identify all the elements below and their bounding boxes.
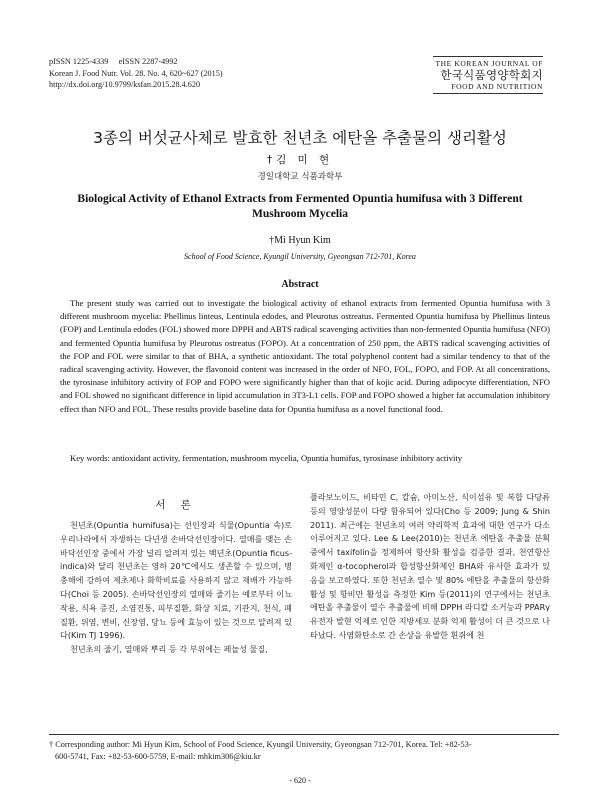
abstract [60, 297, 550, 416]
doi-link[interactable]: http://dx.doi.org/10.9799/ksfan.2015.28.4.620 [49, 80, 201, 89]
journal-name-bottom: FOOD AND NUTRITION [433, 82, 543, 94]
paragraph: 천년초(Opuntia humifusa)는 선인장과 식물(Opuntia 속)로 우리나라에서 자생하는 다년생 손바닥선인장이다. 열매를 맺는 손바닥선인장 중에서 가장 널리 알려져 있는 백년초(Opuntia ficus-indica)와 달리 천년초는 영하 20℃에서도 생존할 수 있으며, 병충해에 강하여 제초제나 화학비료를 사용하지 않고 재배가 가능하다(Choi 등 2005). 손바닥선인장의 열매와 줄기는 예로부터 이뇨 작용, 식욕 증진, 소염진통, 피부질환, 화상 치료, 기관지, 천식, 폐질환, 위염, 변비, 신장염, 당뇨 등에 효능이 있는 것으로 알려져 있다(Kim TJ 1996). [60, 520, 292, 641]
section-heading-introduction: 서 론 [155, 499, 197, 511]
paragraph: 플라보노이드, 비타민 C, 칼슘, 아미노산, 식이섬유 및 복합 다당류 등의 영양성분이 다량 함유되어 있다(Cho 등 2009; Jung & Shin 2011). 최근에는 천년초의 여러 약리학적 효과에 대한 연구가 다소 이루어지고 있다. Lee & Lee(2010)는 천년초 에탄올 추출물 분획 중에서 taxifolin을 정제하여 항산화 활성을 검증한 결과, 천연항산화제인 α-tocopherol과 합성항산화제인 BHA와 유사한 효과가 있음을 보고하였다. 또한 천년초 열수 및 80% 에탄올 추출물의 항산화 활성 및 항비만 활성을 측정한 Kim 등(2011)의 연구에서는 천년초 에탄올 추출물이 열수 추출물에 비해 DPPH 라디칼 소거능과 PPARγ 유전자 발현 억제로 인한 지방세포 분화 억제 활성이 더 큰 것으로 나타났다. 사염화탄소로 간 손상을 유발한 흰쥐에 천 [310, 492, 550, 640]
citation: Korean J. Food Nutr. Vol. 28. No. 4, 620~627 (2015) [49, 68, 223, 78]
journal-logo [433, 56, 543, 94]
footnote [49, 734, 559, 763]
korean-affiliation: 경일대학교 식품과학부 [257, 172, 343, 182]
abstract-heading: Abstract [281, 279, 319, 290]
paragraph: 천년초의 줄기, 열매와 뿌리 등 각 부위에는 페놀성 물질, [70, 644, 268, 655]
footnote-line: 600-5741, Fax: +82-53-600-5759, E-mail: mhkim306@kiu.kr [55, 752, 261, 761]
journal-name-korean: 한국식품영양학회지 [440, 68, 543, 82]
english-title: Biological Activity of Ethanol Extracts from Fermented Opuntia humifusa with 3 Different Mushroom Mycelia [77, 193, 523, 220]
footnote-line: † Corresponding author: Mi Hyun Kim, School of Food Science, Kyungil University, Gyeongsan 712-701, Korea. Tel: +82-53- [49, 740, 472, 749]
korean-author: †김 미 현 [266, 154, 334, 166]
abstract-text: The present study was carried out to investigate the biological activity of ethanol extracts from fermented Opuntia humifusa with 3 different mushroom mycelia: Phellinus linteus, Lentinula edodes, and Pleurotus ostreatus. Fermented Opuntia humifusa by Phellinus linteus (FOP) and Lentinula edodes (FOL) showed more DPPH and ABTS radical scavenging activities than non-fermented Opuntia humifusa (NFO) and fermented Opuntia humifusa by Pleurotus ostreatus (FOPO). At a concentration of 250 ppm, the ABTS radical scavenging activities of the FOP and FOL were similar to that of BHA, a synthetic antioxidant. The total polyphenol content had a similar tendency to that of the radical scavenging activity. However, the flavonoid content was increased in the order of NFO, FOL, FOPO, and FOP. At all concentrations, the tyrosinase inhibitory activity of FOP and FOPO were significantly higher than that of kojic acid. During adipocyte differentiation, NFO and FOL showed no significant difference in lipid accumulation in 3T3-L1 cells. FOP and FOPO showed a higher fat accumulation inhibitory effect than NFO and FOL. These results provide baseline data for Opuntia humifusa as a novel functional food. [60, 298, 550, 414]
column-left [60, 519, 292, 657]
issn: pISSN 1225-4339 eISSN 2287-4992 [49, 57, 178, 66]
column-right [310, 491, 550, 643]
keywords: Key words: antioxidant activity, fermentation, mushroom mycelia, Opuntia humifus, tyrosinase inhibitory activity [70, 453, 463, 463]
journal-name-top: THE KOREAN JOURNAL OF [433, 56, 543, 68]
citation-block [49, 56, 223, 91]
page-number: - 620 - [289, 776, 311, 785]
korean-title: 3종의 버섯균사체로 발효한 천년초 에탄올 추출물의 생리활성 [93, 129, 507, 147]
english-affiliation: School of Food Science, Kyungil University, Gyeongsan 712-701, Korea [184, 252, 416, 261]
english-author: †Mi Hyun Kim [269, 235, 331, 246]
